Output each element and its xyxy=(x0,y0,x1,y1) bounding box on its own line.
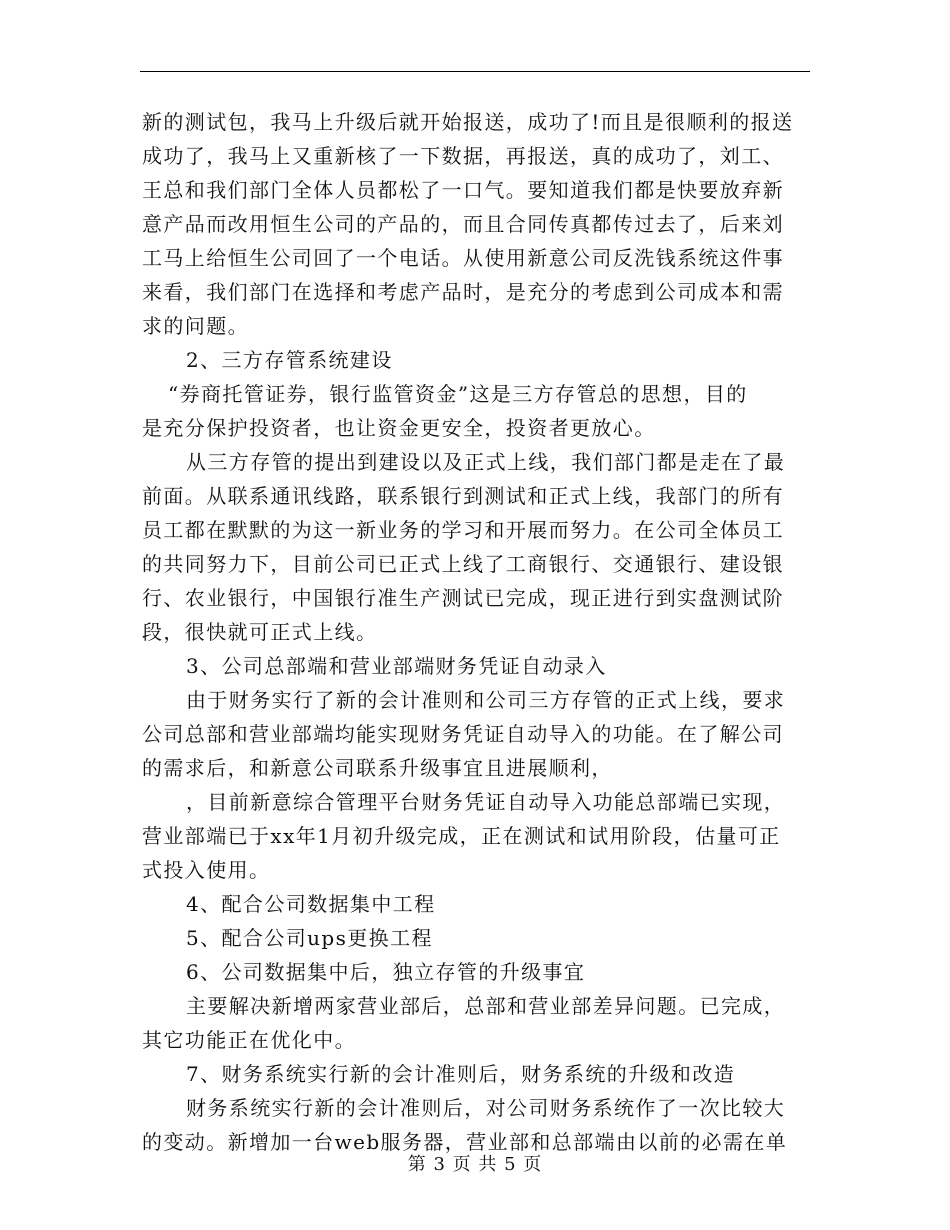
text-line: 主要解决新增两家营业部后，总部和营业部差异问题。已完成， xyxy=(186,994,786,1018)
text-line: 意产品而改用恒生公司的产品的，而且合同传真都传过去了，后来刘 xyxy=(142,212,784,236)
text-line: 3、公司总部端和营业部端财务凭证自动录入 xyxy=(186,654,607,678)
text-line: 来看，我们部门在选择和考虑产品时，是充分的考虑到公司成本和需 xyxy=(142,280,784,304)
text-line: 新的测试包，我马上升级后就开始报送，成功了!而且是很顺利的报送 xyxy=(142,110,794,134)
text-line: “券商托管证券，银行监管资金”这是三方存管总的思想，目的 xyxy=(168,382,748,406)
text-line: 是充分保护投资者，也让资金更安全，投资者更放心。 xyxy=(142,416,656,440)
text-line: 员工都在默默的为这一新业务的学习和开展而努力。在公司全体员工 xyxy=(142,518,784,542)
text-line: 前面。从联系通讯线路，联系银行到测试和正式上线，我部门的所有 xyxy=(142,484,784,508)
text-line: 式投入使用。 xyxy=(142,858,271,882)
text-line: 从三方存管的提出到建设以及正式上线，我们部门都是走在了最 xyxy=(186,450,786,474)
text-line: 求的问题。 xyxy=(142,314,249,338)
text-line: 财务系统实行新的会计准则后，对公司财务系统作了一次比较大 xyxy=(186,1096,786,1120)
document-body xyxy=(142,105,808,1159)
text-line: 成功了，我马上又重新核了一下数据，再报送，真的成功了，刘工、 xyxy=(142,144,784,168)
text-line: 7、财务系统实行新的会计准则后，财务系统的升级和改造 xyxy=(186,1062,736,1086)
text-line: 5、配合公司ups更换工程 xyxy=(186,926,433,950)
text-line: 王总和我们部门全体人员都松了一口气。要知道我们都是快要放弃新 xyxy=(142,178,784,202)
header-rule xyxy=(140,71,810,72)
text-line: 营业部端已于xx年1月初升级完成，正在测试和试用阶段，估量可正 xyxy=(142,824,781,848)
text-line: 段，很快就可正式上线。 xyxy=(142,620,378,644)
text-line: 工马上给恒生公司回了一个电话。从使用新意公司反洗钱系统这件事 xyxy=(142,246,784,270)
text-line: 的变动。新增加一台web服务器，营业部和总部端由以前的必需在单 xyxy=(142,1130,788,1154)
text-line: 由于财务实行了新的会计准则和公司三方存管的正式上线，要求 xyxy=(186,688,786,712)
text-line: 的共同努力下，目前公司已正式上线了工商银行、交通银行、建设银 xyxy=(142,552,784,576)
text-line: 6、公司数据集中后，独立存管的升级事宜 xyxy=(186,960,586,984)
text-line: 4、配合公司数据集中工程 xyxy=(186,892,436,916)
text-line: 公司总部和营业部端均能实现财务凭证自动导入的功能。在了解公司 xyxy=(142,722,784,746)
text-line: 2、三方存管系统建设 xyxy=(186,348,393,372)
text-line: ，目前新意综合管理平台财务凭证自动导入功能总部端已实现， xyxy=(186,790,786,814)
text-line: 行、农业银行，中国银行准生产测试已完成，现正进行到实盘测试阶 xyxy=(142,586,784,610)
text-line: 的需求后，和新意公司联系升级事宜且进展顺利， xyxy=(142,756,613,780)
text-line: 其它功能正在优化中。 xyxy=(142,1028,356,1052)
page-footer: 第 3 页 共 5 页 xyxy=(407,1154,543,1175)
